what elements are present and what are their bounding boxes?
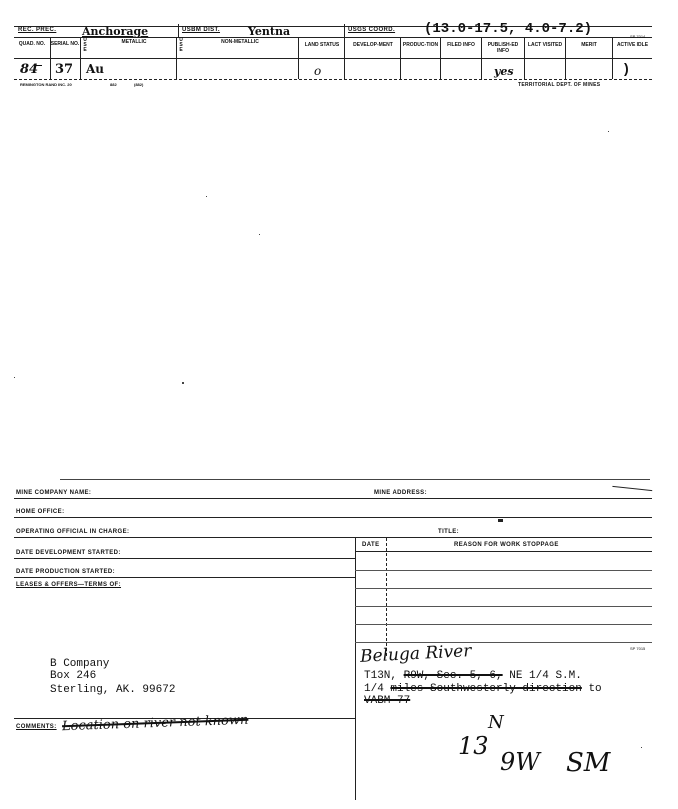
address-line-3: Sterling, AK. 99672 — [50, 684, 176, 696]
printer-imprint: REMINGTON RAND INC. 20 — [20, 82, 72, 87]
col-use-metallic: U S E — [83, 37, 87, 53]
rule — [355, 551, 652, 552]
usbm-dist-label: USBM DIST. — [182, 27, 221, 33]
col-development: DEVELOP-MENT — [353, 42, 393, 48]
address-line-2: Box 246 — [50, 670, 97, 682]
date-development-label: DATE DEVELOPMENT STARTED: — [16, 550, 121, 556]
reason-col-header: REASON FOR WORK STOPPAGE — [454, 542, 559, 548]
col-production: PRODUC-TION — [402, 42, 439, 48]
mine-company-label: MINE COMPANY NAME: — [16, 490, 92, 496]
idle-mark: ) — [624, 60, 629, 76]
header-divider — [344, 24, 345, 37]
form-code-bottom: SP 7015 — [630, 646, 646, 651]
comments-label: COMMENTS: — [16, 724, 57, 730]
col-merit: MERIT — [581, 42, 597, 48]
col-metallic: METALLIC — [121, 39, 147, 45]
land-status-value: o — [314, 64, 322, 78]
card-corner-mark — [612, 486, 653, 497]
home-office-label: HOME OFFICE: — [16, 509, 65, 515]
usgs-coord-label: USGS COORD. — [348, 27, 396, 33]
col-quad-no: QUAD. NO. — [18, 41, 46, 47]
column-divider — [298, 37, 299, 79]
row-bottom-rule — [14, 79, 652, 80]
published-info-value: yes — [494, 65, 514, 78]
card-top-edge — [60, 479, 650, 480]
rule — [14, 537, 652, 538]
quad-no-value: 84 — [20, 62, 39, 77]
speck — [182, 382, 184, 384]
usbm-dist-value: Yentna — [248, 25, 291, 38]
serial-no-value: 37 — [55, 62, 74, 77]
col-active-idle: ACTIVE IDLE — [616, 42, 649, 48]
leases-label: LEASES & OFFERS—TERMS OF: — [16, 582, 122, 588]
column-divider — [344, 37, 345, 79]
rec-prec-label: REC. PREC. — [18, 27, 57, 33]
hand-north: N — [488, 712, 504, 733]
title-label: TITLE: — [438, 529, 460, 535]
col-serial-no: SERIAL NO. — [50, 41, 80, 47]
date-col-header: DATE — [362, 542, 380, 548]
speck — [14, 377, 15, 378]
dept-imprint: TERRITORIAL DEPT. OF MINES — [518, 82, 601, 88]
metallic-value: Au — [86, 62, 105, 76]
speck — [259, 234, 260, 235]
location-line-2: 1/4 miles Southwesterly direction to — [364, 683, 602, 695]
location-line-1: T13N, R9W, Sec. 5, 6, NE 1/4 S.M. — [364, 670, 582, 682]
rule — [14, 577, 355, 578]
col-land-status: LAND STATUS — [304, 42, 340, 48]
col-published-info: PUBLISH-ED INFO — [487, 42, 519, 54]
table-row-rule — [355, 606, 652, 607]
location-line-3: VABM 77 — [364, 695, 411, 707]
address-line-1: B Company — [50, 658, 110, 670]
rule — [14, 517, 652, 518]
speck — [206, 196, 207, 197]
col-filed-info: FILED INFO — [447, 42, 475, 48]
hand-township: 13 — [458, 732, 489, 760]
table-row-rule — [355, 570, 652, 571]
rec-prec-value: Anchorage — [82, 25, 149, 38]
location-handwritten: Beluga River — [359, 641, 472, 667]
printer-code: 882 — [110, 82, 117, 87]
rule — [14, 498, 652, 499]
column-divider — [176, 37, 177, 79]
rule — [14, 558, 355, 559]
comments-handwriting: Location on river not known — [61, 712, 249, 735]
printer-code-2: (882) — [134, 82, 144, 87]
col-non-metallic: NON-METALLIC — [221, 39, 259, 45]
date-production-label: DATE PRODUCTION STARTED: — [16, 569, 116, 575]
hand-meridian: SM — [566, 748, 611, 778]
col-last-visited: LACT VISITED — [527, 42, 563, 48]
table-row-rule — [355, 624, 652, 625]
form-code-top: SP 7014 — [630, 34, 646, 39]
speck — [608, 131, 609, 132]
table-left-border — [355, 538, 356, 800]
table-row-rule — [355, 588, 652, 589]
quad-dash — [34, 65, 42, 66]
operating-official-label: OPERATING OFFICIAL IN CHARGE: — [16, 529, 130, 535]
speck — [641, 747, 642, 748]
ink-mark — [498, 519, 503, 522]
mine-address-label: MINE ADDRESS: — [374, 490, 427, 496]
date-col-divider — [386, 538, 387, 656]
usgs-coord-value: (13.0-17.5, 4.0-7.2) — [424, 21, 593, 37]
hand-range: 9W — [500, 748, 540, 776]
column-divider — [80, 37, 81, 79]
header-divider — [178, 24, 179, 37]
columns-bottom-rule — [14, 58, 652, 59]
col-use-nonmetallic: U S E — [179, 37, 183, 53]
table-row-rule — [355, 642, 652, 643]
